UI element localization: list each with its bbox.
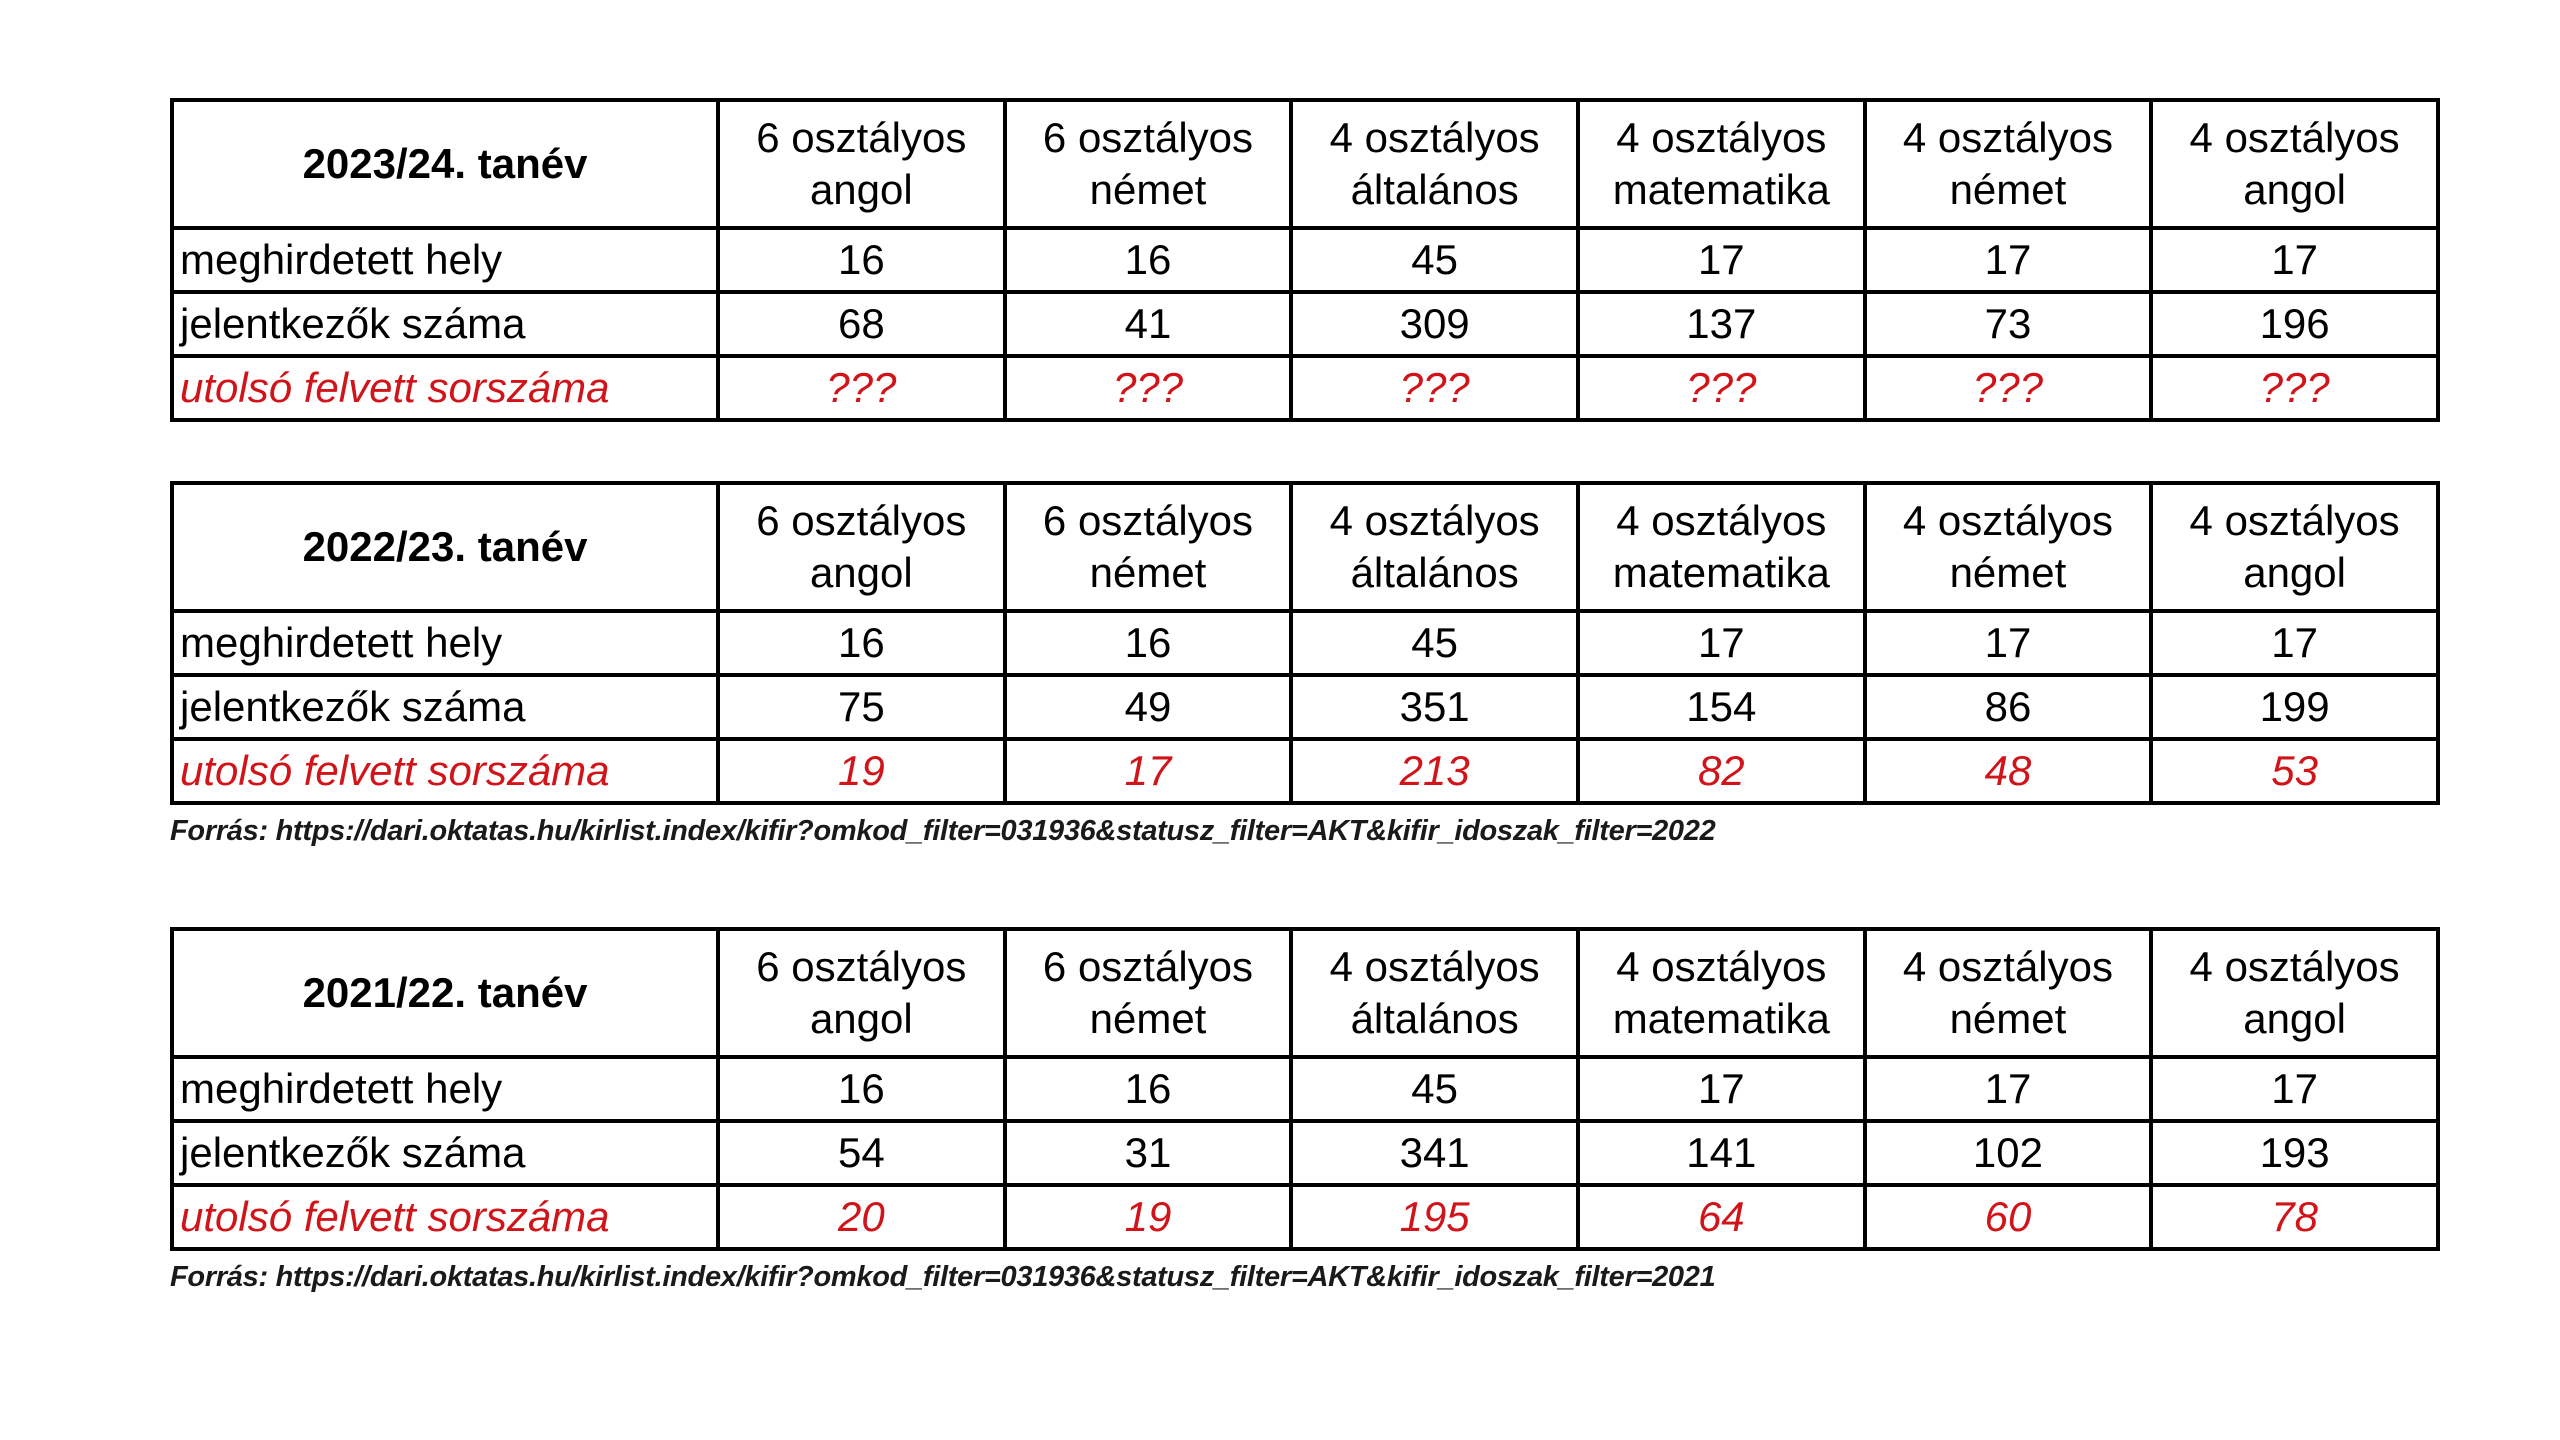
- applicants-value: 49: [1005, 675, 1292, 739]
- places-value: 17: [2151, 1057, 2438, 1121]
- last-admitted-value: 17: [1005, 739, 1292, 803]
- program-header: [1865, 100, 2152, 228]
- school-year-heading: 2023/24. tanév: [172, 100, 718, 228]
- places-row: [172, 228, 2438, 292]
- places-value: 17: [1578, 611, 1865, 675]
- places-row: [172, 1057, 2438, 1121]
- program-header: [1291, 929, 1578, 1057]
- program-name: általános: [1350, 995, 1519, 1042]
- places-value: 16: [718, 611, 1005, 675]
- program-name: matematika: [1612, 995, 1830, 1042]
- program-header: [1578, 483, 1865, 611]
- places-value: 16: [718, 1057, 1005, 1121]
- school-year-heading: 2021/22. tanév: [172, 929, 718, 1057]
- program-header: [1005, 483, 1292, 611]
- program-name: német: [1949, 549, 2067, 596]
- program-type: 6 osztályos: [756, 942, 967, 990]
- last-admitted-value: ???: [1005, 356, 1292, 420]
- last-admitted-value: ???: [1291, 356, 1578, 420]
- applicants-value: 73: [1865, 292, 2152, 356]
- program-type: 4 osztályos: [1329, 113, 1540, 161]
- applicants-value: 351: [1291, 675, 1578, 739]
- program-header: [1291, 483, 1578, 611]
- program-type: 4 osztályos: [1902, 496, 2113, 544]
- admissions-block-2023-24: [170, 98, 2436, 422]
- program-type: 6 osztályos: [756, 113, 967, 161]
- applicants-value: 341: [1291, 1121, 1578, 1185]
- program-name: német: [1949, 166, 2067, 213]
- places-value: 17: [1865, 1057, 2152, 1121]
- program-type: 4 osztályos: [1902, 113, 2113, 161]
- program-type: 4 osztályos: [1902, 942, 2113, 990]
- last-admitted-row: [172, 356, 2438, 420]
- last-admitted-row: [172, 739, 2438, 803]
- program-header: [1005, 100, 1292, 228]
- program-header: [718, 483, 1005, 611]
- school-year-heading: 2022/23. tanév: [172, 483, 718, 611]
- places-value: 16: [1005, 611, 1292, 675]
- program-name: német: [1089, 166, 1207, 213]
- header-row: [172, 483, 2438, 611]
- applicants-value: 196: [2151, 292, 2438, 356]
- last-admitted-value: ???: [2151, 356, 2438, 420]
- program-header: [1865, 929, 2152, 1057]
- places-value: 16: [1005, 1057, 1292, 1121]
- program-name: matematika: [1612, 166, 1830, 213]
- last-admitted-value: 82: [1578, 739, 1865, 803]
- program-header: [718, 929, 1005, 1057]
- program-type: 4 osztályos: [2189, 113, 2400, 161]
- applicants-value: 75: [718, 675, 1005, 739]
- row-label: jelentkezők száma: [172, 675, 718, 739]
- places-value: 17: [1578, 228, 1865, 292]
- last-admitted-value: 78: [2151, 1185, 2438, 1249]
- applicants-value: 193: [2151, 1121, 2438, 1185]
- applicants-value: 309: [1291, 292, 1578, 356]
- row-label: jelentkezők száma: [172, 1121, 718, 1185]
- applicants-value: 41: [1005, 292, 1292, 356]
- applicants-value: 68: [718, 292, 1005, 356]
- last-admitted-value: 64: [1578, 1185, 1865, 1249]
- row-label: utolsó felvett sorszáma: [172, 1185, 718, 1249]
- admissions-table-2023-24: [170, 98, 2440, 422]
- program-header: [1865, 483, 2152, 611]
- row-label: utolsó felvett sorszáma: [172, 356, 718, 420]
- admissions-table-2022-23: [170, 481, 2440, 805]
- places-value: 16: [718, 228, 1005, 292]
- header-row: [172, 929, 2438, 1057]
- row-label: jelentkezők száma: [172, 292, 718, 356]
- program-name: matematika: [1612, 549, 1830, 596]
- program-type: 4 osztályos: [2189, 942, 2400, 990]
- program-type: 6 osztályos: [756, 496, 967, 544]
- last-admitted-value: 213: [1291, 739, 1578, 803]
- applicants-value: 199: [2151, 675, 2438, 739]
- program-type: 4 osztályos: [2189, 496, 2400, 544]
- program-header: [2151, 929, 2438, 1057]
- program-name: angol: [809, 166, 913, 213]
- applicants-value: 154: [1578, 675, 1865, 739]
- last-admitted-value: 53: [2151, 739, 2438, 803]
- row-label: utolsó felvett sorszáma: [172, 739, 718, 803]
- places-value: 45: [1291, 611, 1578, 675]
- source-note: Forrás: https://dari.oktatas.hu/kirlist.index/kifir?omkod_filter=031936&statusz_filter=AKT&kifir_idoszak_filter=2022: [170, 815, 1716, 847]
- last-admitted-value: 195: [1291, 1185, 1578, 1249]
- row-label: meghirdetett hely: [172, 228, 718, 292]
- places-value: 17: [2151, 611, 2438, 675]
- program-header: [2151, 483, 2438, 611]
- program-name: angol: [809, 995, 913, 1042]
- program-name: általános: [1350, 549, 1519, 596]
- applicants-value: 54: [718, 1121, 1005, 1185]
- program-type: 6 osztályos: [1042, 113, 1254, 161]
- program-header: [1578, 929, 1865, 1057]
- applicants-row: [172, 1121, 2438, 1185]
- admissions-block-2022-23: [170, 481, 2436, 848]
- program-type: 4 osztályos: [1616, 496, 1827, 544]
- program-header: [1578, 100, 1865, 228]
- places-row: [172, 611, 2438, 675]
- applicants-value: 137: [1578, 292, 1865, 356]
- last-admitted-value: 48: [1865, 739, 2152, 803]
- last-admitted-row: [172, 1185, 2438, 1249]
- places-value: 45: [1291, 228, 1578, 292]
- last-admitted-value: 19: [718, 739, 1005, 803]
- program-name: angol: [2243, 166, 2346, 213]
- places-value: 45: [1291, 1057, 1578, 1121]
- last-admitted-value: 19: [1005, 1185, 1292, 1249]
- row-label: meghirdetett hely: [172, 1057, 718, 1121]
- program-type: 6 osztályos: [1042, 942, 1254, 990]
- program-type: 6 osztályos: [1042, 496, 1254, 544]
- source-note: Forrás: https://dari.oktatas.hu/kirlist.index/kifir?omkod_filter=031936&statusz_filter=AKT&kifir_idoszak_filter=2021: [170, 1261, 1716, 1293]
- program-name: német: [1089, 995, 1207, 1042]
- header-row: [172, 100, 2438, 228]
- row-label: meghirdetett hely: [172, 611, 718, 675]
- program-header: [718, 100, 1005, 228]
- program-header: [1005, 929, 1292, 1057]
- places-value: 16: [1005, 228, 1292, 292]
- last-admitted-value: 20: [718, 1185, 1005, 1249]
- program-type: 4 osztályos: [1616, 113, 1827, 161]
- program-name: általános: [1350, 166, 1519, 213]
- program-name: angol: [2243, 995, 2346, 1042]
- program-name: angol: [809, 549, 913, 596]
- program-type: 4 osztályos: [1329, 496, 1540, 544]
- program-header: [1291, 100, 1578, 228]
- program-name: német: [1949, 995, 2067, 1042]
- applicants-row: [172, 292, 2438, 356]
- applicants-value: 102: [1865, 1121, 2152, 1185]
- program-name: angol: [2243, 549, 2346, 596]
- last-admitted-value: ???: [718, 356, 1005, 420]
- program-name: német: [1089, 549, 1207, 596]
- applicants-row: [172, 675, 2438, 739]
- program-header: [2151, 100, 2438, 228]
- places-value: 17: [1578, 1057, 1865, 1121]
- applicants-value: 31: [1005, 1121, 1292, 1185]
- applicants-value: 86: [1865, 675, 2152, 739]
- places-value: 17: [1865, 611, 2152, 675]
- last-admitted-value: ???: [1865, 356, 2152, 420]
- places-value: 17: [2151, 228, 2438, 292]
- last-admitted-value: 60: [1865, 1185, 2152, 1249]
- program-type: 4 osztályos: [1616, 942, 1827, 990]
- admissions-block-2021-22: [170, 927, 2436, 1294]
- program-type: 4 osztályos: [1329, 942, 1540, 990]
- last-admitted-value: ???: [1578, 356, 1865, 420]
- applicants-value: 141: [1578, 1121, 1865, 1185]
- admissions-table-2021-22: [170, 927, 2440, 1251]
- places-value: 17: [1865, 228, 2152, 292]
